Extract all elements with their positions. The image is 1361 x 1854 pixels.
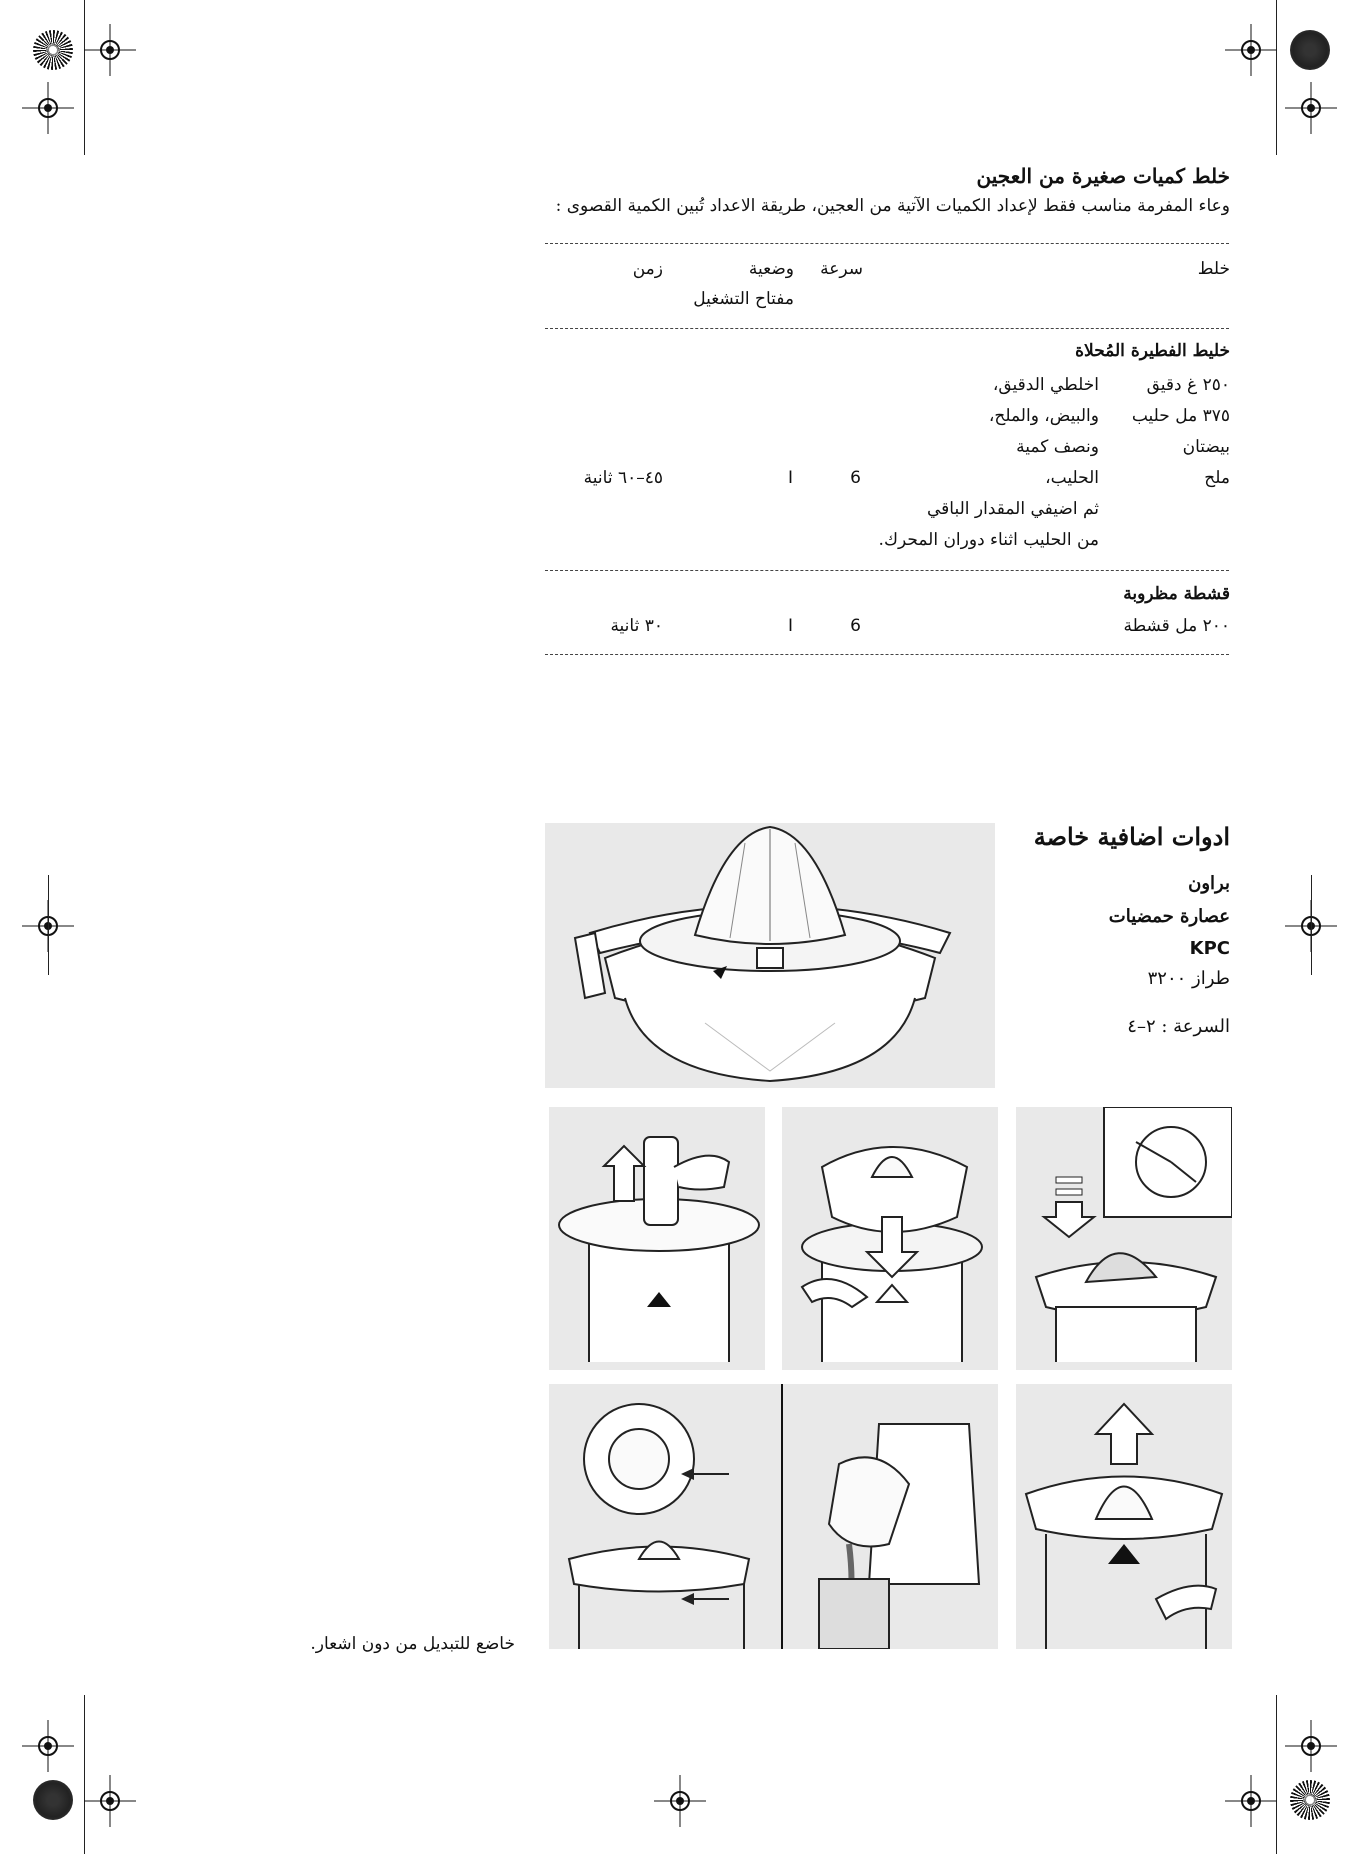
table-rule <box>545 654 1229 655</box>
model-label: طراز ٣٢٠٠ <box>1147 968 1230 989</box>
header-switch: وضعية <box>748 259 794 279</box>
ingredient: ٢٠٠ مل قشطة <box>1123 616 1230 636</box>
method-line: ثم اضيفي المقدار الباقي <box>926 499 1099 519</box>
switch-value: I <box>787 468 793 488</box>
row-name: قشطة مظروبة <box>1123 584 1230 604</box>
crosshair-icon <box>1285 82 1337 134</box>
code-label: KPC <box>1189 938 1230 959</box>
crosshair-icon <box>84 1775 136 1827</box>
speed-label: السرعة : ٢–٤ <box>1127 1016 1230 1037</box>
step-illustration <box>549 1107 765 1370</box>
registration-rosette <box>1290 1780 1330 1820</box>
ingredient: ٢٥٠ غ دقيق <box>1146 375 1230 395</box>
juicer-illustration <box>545 823 995 1088</box>
table-rule <box>545 328 1229 329</box>
crosshair-icon <box>22 1720 74 1772</box>
section-title: خلط كميات صغيرة من العجين <box>976 164 1230 188</box>
crosshair-icon <box>22 82 74 134</box>
registration-rosette <box>33 30 73 70</box>
registration-rosette <box>33 1780 73 1820</box>
row-name: خليط الفطيرة المُحلاة <box>1075 341 1230 361</box>
ingredient: ٣٧٥ مل حليب <box>1131 406 1230 426</box>
section-intro: وعاء المفرمة مناسب فقط لإعداد الكميات الآتية من العجين، طريقة الاعداد تُبين الكمية القصوى : <box>555 196 1230 216</box>
time-value: ٤٥–٦٠ ثانية <box>583 468 663 488</box>
time-value: ٣٠ ثانية <box>610 616 663 636</box>
table-rule <box>545 570 1229 571</box>
accessory-title: ادوات اضافية خاصة <box>1033 822 1230 851</box>
crosshair-icon <box>654 1775 706 1827</box>
speed-value: 6 <box>850 468 861 488</box>
header-switch: مفتاح التشغيل <box>693 289 794 309</box>
step-illustration <box>1016 1107 1232 1370</box>
ingredient: بيضتان <box>1182 437 1230 457</box>
step-illustration <box>549 1384 998 1649</box>
crosshair-icon <box>1285 1720 1337 1772</box>
header-time: زمن <box>632 259 663 279</box>
speed-value: 6 <box>850 616 861 636</box>
switch-value: I <box>787 616 793 636</box>
method-line: والبيض، والملح، <box>988 406 1099 426</box>
header-mix: خلط <box>1197 259 1230 279</box>
method-line: الحليب، <box>1045 468 1099 488</box>
method-line: من الحليب اثناء دوران المحرك. <box>878 530 1099 550</box>
step-illustration <box>782 1107 998 1370</box>
footer-note: خاضع للتبديل من دون اشعار. <box>310 1634 515 1654</box>
crosshair-icon <box>1225 1775 1277 1827</box>
header-speed: سرعة <box>820 259 863 279</box>
brand-label: براون <box>1188 873 1230 894</box>
ingredient: ملح <box>1204 468 1230 488</box>
step-illustration <box>1016 1384 1232 1649</box>
table-rule <box>545 243 1229 244</box>
method-line: ونصف كمية <box>1016 437 1099 457</box>
crosshair-icon <box>84 24 136 76</box>
registration-rosette <box>1290 30 1330 70</box>
product-label: عصارة حمضيات <box>1108 906 1230 927</box>
method-line: اخلطي الدقيق، <box>992 375 1099 395</box>
crosshair-icon <box>1225 24 1277 76</box>
